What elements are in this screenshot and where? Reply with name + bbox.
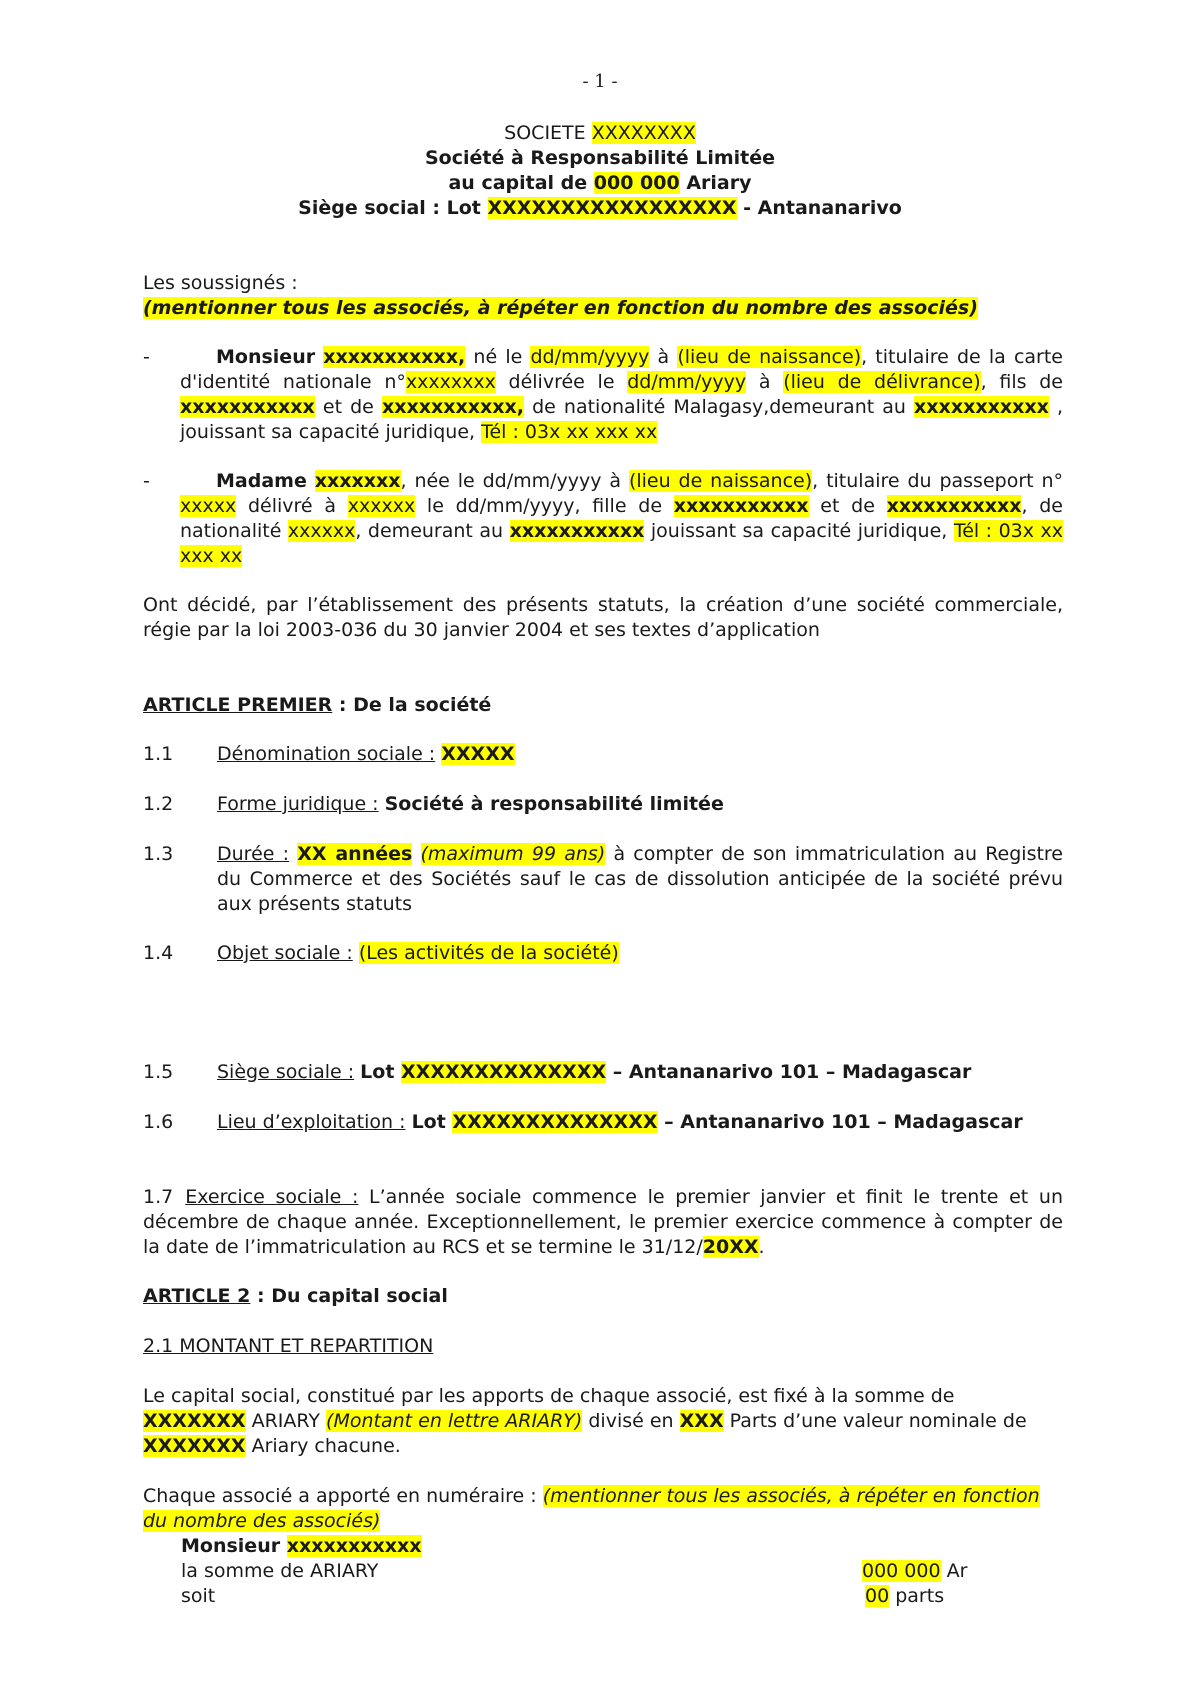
company-capital — [0, 171, 1200, 196]
apport-text: Chaque associé a apporté en numéraire : — [143, 1485, 543, 1507]
associe2-name: xxxxxxx — [314, 470, 401, 492]
associe1-text: , titulaire de la carte d'identité nationale n° — [180, 346, 1063, 393]
item-label: Dénomination sociale : — [217, 743, 436, 765]
associe1-text: à — [746, 371, 784, 393]
associe2-tel: Tél : 03x xx xxx xx — [180, 520, 1063, 567]
soussignes-label: Les soussignés : — [143, 272, 298, 294]
item-1-6 — [217, 1110, 1063, 1135]
apport-row-label: soit — [181, 1585, 216, 1607]
item-1-5 — [217, 1060, 1063, 1085]
item-value: Lot — [411, 1111, 453, 1133]
associe2-passport: xxxxx — [180, 495, 237, 517]
item-note: (maximum 99 ans) — [420, 843, 606, 865]
article2-heading-label: ARTICLE 2 — [143, 1285, 251, 1307]
apport-row-amount — [862, 1559, 967, 1584]
associe2-dash: - — [143, 470, 150, 492]
capital-part-value: XXXXXXX — [143, 1435, 246, 1457]
associe1-text: , fils de — [980, 371, 1063, 393]
item-text: à compter de son immatriculation au Registre du Commerce et des Sociétés sauf le cas de dissolution anticipée de la société prévu aux présents statuts — [217, 843, 1063, 915]
apport-note: (mentionner tous les associés, à répéter en fonction du nombre des associés) — [143, 1485, 1040, 1532]
capital-parts-count: XXX — [679, 1410, 724, 1432]
item-label: Objet sociale : — [217, 942, 353, 964]
item-1-2 — [217, 792, 1063, 817]
associe1-address: xxxxxxxxxxx — [914, 396, 1049, 418]
associe2-pob: (lieu de naissance) — [628, 470, 813, 492]
item-value: Lot — [360, 1061, 402, 1083]
associe2-text: , titulaire du passeport n° — [812, 470, 1064, 492]
associe1-pob: (lieu de naissance) — [677, 346, 862, 368]
apport-amount-unit: Ar — [940, 1560, 968, 1582]
item-value-placeholder: XXXXXXXXXXXXXX — [452, 1111, 658, 1133]
capital-paragraph — [143, 1384, 1063, 1459]
company-title — [0, 121, 1200, 146]
associe2-text: et de — [808, 495, 887, 517]
apport-associe-title: Monsieur — [181, 1535, 287, 1557]
associe1-poi: (lieu de délivrance) — [783, 371, 981, 393]
capital-amount: XXXXXXX — [143, 1410, 246, 1432]
seat-suffix: - Antananarivo — [736, 197, 902, 219]
item-label: Forme juridique : — [217, 793, 379, 815]
associe2-title: Madame — [216, 470, 307, 492]
associe1-dob: dd/mm/yyyy — [530, 346, 650, 368]
capital-text: ARIARY — [245, 1410, 327, 1432]
preamble-paragraph: Ont décidé, par l’établissement des présents statuts, la création d’une société commerciale, régie par la loi 2003-036 du 30 janvier 2004 et ses textes d’application — [143, 594, 1063, 641]
associe2-nationality: xxxxxx — [287, 520, 356, 542]
seat-prefix: Siège social : Lot — [298, 197, 488, 219]
apport-paragraph — [143, 1484, 1043, 1534]
capital-amount-words: (Montant en lettre ARIARY) — [326, 1410, 583, 1432]
item-label: Siège sociale : — [217, 1061, 355, 1083]
associe1-text: délivrée le — [495, 371, 628, 393]
associe2-mother: xxxxxxxxxxx — [886, 495, 1022, 517]
associe1-father: xxxxxxxxxxx — [180, 396, 315, 418]
apport-row-parts — [865, 1584, 944, 1609]
associe2-text: jouissant sa capacité juridique, — [644, 520, 954, 542]
associe1-text: de nationalité Malagasy,demeurant au — [523, 396, 915, 418]
associe2-text: délivré à — [236, 495, 348, 517]
item-label: Exercice sociale : — [185, 1186, 359, 1208]
associe1-mother: xxxxxxxxxxx, — [381, 396, 524, 418]
apport-associe — [181, 1534, 422, 1559]
item-number: 1.4 — [143, 942, 174, 964]
capital-suffix: Ariary — [679, 172, 752, 194]
associe2-father: xxxxxxxxxxx — [673, 495, 809, 517]
item-value: – Antananarivo 101 – Madagascar — [657, 1111, 1023, 1133]
item-1-1 — [217, 742, 1063, 767]
associe2-text: , de nationalité — [180, 495, 1063, 542]
soussignes-note-text: (mentionner tous les associés, à répéter en fonction du nombre des associés) — [143, 297, 978, 319]
associe2-text: , née le dd/mm/yyyy à — [400, 470, 629, 492]
apport-parts-placeholder: 00 — [865, 1585, 890, 1607]
associe1-dash: - — [143, 346, 150, 368]
associe1-tel: Tél : 03x xx xxx xx — [481, 421, 658, 443]
article1-heading-label: ARTICLE PREMIER — [143, 694, 333, 716]
apport-associe-name: xxxxxxxxxxx — [286, 1535, 422, 1557]
associe2-poi: xxxxxx — [347, 495, 416, 517]
associe2-text: , demeurant au — [355, 520, 510, 542]
capital-amount-placeholder: 000 000 — [593, 172, 680, 194]
associe1-text: et de — [314, 396, 382, 418]
apport-parts-unit: parts — [889, 1585, 945, 1607]
article1-heading — [143, 693, 491, 718]
item-number: 1.5 — [143, 1061, 174, 1083]
associe1-cin: xxxxxxxx — [405, 371, 496, 393]
item-1-3 — [217, 842, 1063, 917]
article2-heading — [143, 1284, 448, 1309]
item-value-placeholder: XXXXXXXXXXXXXX — [401, 1061, 607, 1083]
article1-heading-title: : De la société — [332, 694, 492, 716]
company-form: Société à Responsabilité Limitée — [424, 147, 776, 169]
associe2-address: xxxxxxxxxxx — [509, 520, 645, 542]
associe1-doi: dd/mm/yyyy — [627, 371, 747, 393]
item-number: 1.3 — [143, 843, 174, 865]
article2-heading-title: : Du capital social — [250, 1285, 448, 1307]
associe1-text: , jouissant sa capacité juridique, — [180, 396, 1063, 443]
associe1-text: à — [649, 346, 678, 368]
associe2-text: le dd/mm/yyyy, fille de — [415, 495, 674, 517]
item-value: – Antananarivo 101 – Madagascar — [606, 1061, 972, 1083]
item-1-7 — [143, 1185, 1063, 1260]
item-value: (Les activités de la société) — [358, 942, 619, 964]
item-label: Lieu d’exploitation : — [217, 1111, 406, 1133]
capital-text: Parts d’une valeur nominale de — [723, 1410, 1027, 1432]
associe1-paragraph — [180, 345, 1063, 445]
associe1-name: xxxxxxxxxxx, — [323, 346, 466, 368]
apport-amount-placeholder: 000 000 — [862, 1560, 941, 1582]
associe1-title: Monsieur — [216, 346, 316, 368]
capital-text: Ariary chacune. — [245, 1435, 401, 1457]
item-text-end: . — [758, 1236, 765, 1258]
apport-row-label: la somme de ARIARY — [181, 1560, 379, 1582]
section-2-1-title: 2.1 MONTANT ET REPARTITION — [143, 1335, 434, 1357]
item-value: XX années — [297, 843, 413, 865]
associe1-text: né le — [465, 346, 531, 368]
capital-text: divisé en — [582, 1410, 680, 1432]
item-number: 1.2 — [143, 793, 174, 815]
item-number: 1.7 — [143, 1186, 174, 1208]
company-title-prefix: SOCIETE — [504, 122, 592, 144]
item-number: 1.6 — [143, 1111, 174, 1133]
seat-lot-placeholder: XXXXXXXXXXXXXXXXX — [487, 197, 737, 219]
soussignes-note — [143, 296, 978, 321]
item-number: 1.1 — [143, 743, 174, 765]
item-value: XXXXX — [441, 743, 515, 765]
item-1-4 — [217, 941, 1063, 966]
capital-text: Le capital social, constitué par les apports de chaque associé, est fixé à la somme de — [143, 1385, 955, 1407]
item-value-placeholder: 20XX — [702, 1236, 759, 1258]
company-seat — [0, 196, 1200, 221]
page-number: - 1 - — [582, 71, 618, 92]
capital-prefix: au capital de — [448, 172, 594, 194]
associe2-paragraph — [180, 469, 1063, 569]
item-text: L’année sociale commence le premier janvier et finit le trente et un décembre de chaque année. Exceptionnellement, le premier exercice commence à compter de la date de l’immatriculation au RCS et se termine le 31/12/ — [143, 1186, 1063, 1258]
item-label: Durée : — [217, 843, 290, 865]
company-name-placeholder: XXXXXXXX — [591, 122, 696, 144]
item-value: Société à responsabilité limitée — [384, 793, 724, 815]
